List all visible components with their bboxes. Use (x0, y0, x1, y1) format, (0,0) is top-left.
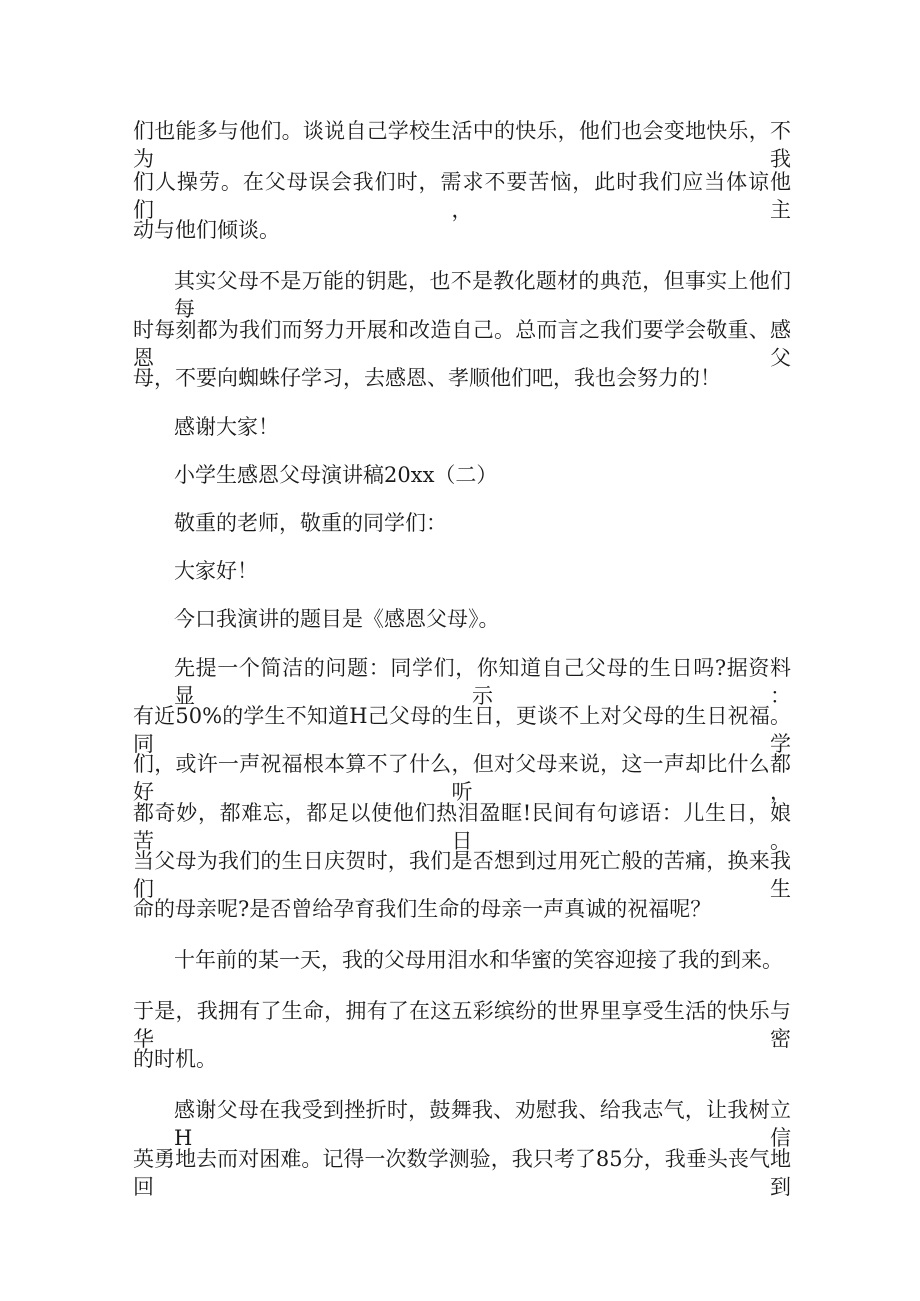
text-line: 于是，我拥有了生命，拥有了在这五彩缤纷的世界里享受生活的快乐与华密 (133, 999, 791, 1051)
text-line: 当父母为我们的生日庆贺时，我们是否想到过用死亡般的苦痛，换来我们生 (133, 849, 791, 901)
text-line: 先提一个简洁的问题：同学们，你知道自己父母的生日吗?据资料显示： (174, 656, 791, 708)
text-line: 的时机。 (133, 1047, 217, 1071)
text-line: 们也能多与他们。谈说自己学校生活中的快乐，他们也会变地快乐，不为我 (133, 119, 791, 171)
text-line: 感谢父母在我受到挫折时，鼓舞我、劝慰我、给我志气，让我树立H信 (174, 1098, 791, 1150)
text-line: 敬重的老师，敬重的同学们： (174, 511, 447, 535)
text-line: 都奇妙，都难忘，都足以使他们热泪盈眶!民间有句谚语：儿生日，娘苦日。 (133, 801, 791, 853)
text-line: 今口我演讲的题目是《感恩父母》。 (174, 607, 500, 631)
text-line: 母，不要向蜘蛛仔学习，去感恩、孝顺他们吧，我也会努力的！ (133, 366, 721, 390)
text-line: 其实父母不是万能的钥匙，也不是教化题材的典范，但事实上他们每 (174, 269, 791, 321)
text-line: 命的母亲呢?是否曾给孕育我们生命的母亲一声真诚的祝福呢？ (133, 897, 712, 921)
text-line: 们人操劳。在父母误会我们时，需求不要苦恼，此时我们应当体谅他们，主 (133, 170, 791, 222)
text-line: 感谢大家！ (174, 415, 279, 439)
text-line: 英勇地去而对困难。记得一次数学测验，我只考了85分，我垂头丧气地回到 (133, 1147, 791, 1199)
text-line: 们，或许一声祝福根本算不了什么，但对父母来说，这一声却比什么都好听， (133, 752, 791, 804)
text-line: 大家好！ (174, 559, 258, 583)
text-line: 十年前的某一天，我的父母用泪水和华蜜的笑容迎接了我的到来。 (174, 948, 783, 972)
text-line: 有近50%的学生不知道H己父母的生日，更谈不上对父母的生日祝福。同学 (133, 704, 791, 756)
text-line: 动与他们倾谈。 (133, 218, 280, 242)
text-line: 时每刻都为我们而努力开展和改造自己。总而言之我们要学会敬重、感恩父 (133, 318, 791, 370)
section-heading: 小学生感恩父母演讲稿20xx（二） (174, 463, 498, 487)
